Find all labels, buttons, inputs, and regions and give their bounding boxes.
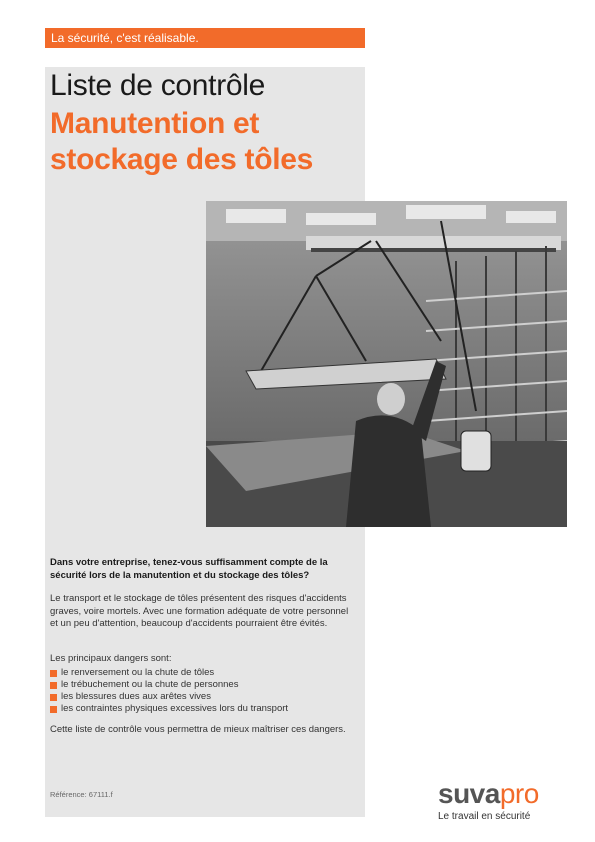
doc-subtitle: Manutention et stockage des tôles — [50, 107, 314, 176]
suvapro-logo — [438, 778, 539, 810]
intro-paragraph: Le transport et le stockage de tôles présentent des risques d'accidents graves, voire mortels. Avec une formation adéquate de votre personnel et un peu d'attention, beaucoup d'accidents pourraient être évités. — [50, 593, 349, 629]
list-item-text: les blessures dues aux arêtes vives — [61, 691, 211, 702]
logo-pro: pro — [499, 778, 539, 809]
dangers-list — [50, 667, 288, 715]
list-item — [50, 679, 288, 691]
closing-paragraph: Cette liste de contrôle vous permettra de mieux maîtriser ces dangers. — [50, 724, 346, 735]
list-item-text: le trébuchement ou la chute de personnes — [61, 679, 239, 690]
header-tagline: La sécurité, c'est réalisable. — [51, 31, 199, 45]
doc-title: Liste de contrôle — [50, 69, 266, 102]
header-tagline-bar — [45, 28, 365, 48]
list-item-text: les contraintes physiques excessives lors du transport — [61, 703, 289, 714]
bullet-square-icon — [50, 706, 57, 713]
logo-suva: suva — [438, 778, 500, 809]
brand-tagline: Le travail en sécurité — [438, 811, 531, 822]
warehouse-crane-photo — [206, 201, 567, 527]
bullet-square-icon — [50, 670, 57, 677]
intro-question: Dans votre entreprise, tenez-vous suffisamment compte de la sécurité lors de la manutention et du stockage des tôles? — [50, 557, 328, 581]
bullet-square-icon — [50, 694, 57, 701]
list-item — [50, 691, 288, 703]
list-item-text: le renversement ou la chute de tôles — [61, 667, 215, 678]
reference-number: Référence: 67111.f — [50, 790, 113, 799]
list-item — [50, 667, 288, 679]
bullet-square-icon — [50, 682, 57, 689]
dangers-heading: Les principaux dangers sont: — [50, 653, 172, 664]
list-item — [50, 703, 288, 715]
